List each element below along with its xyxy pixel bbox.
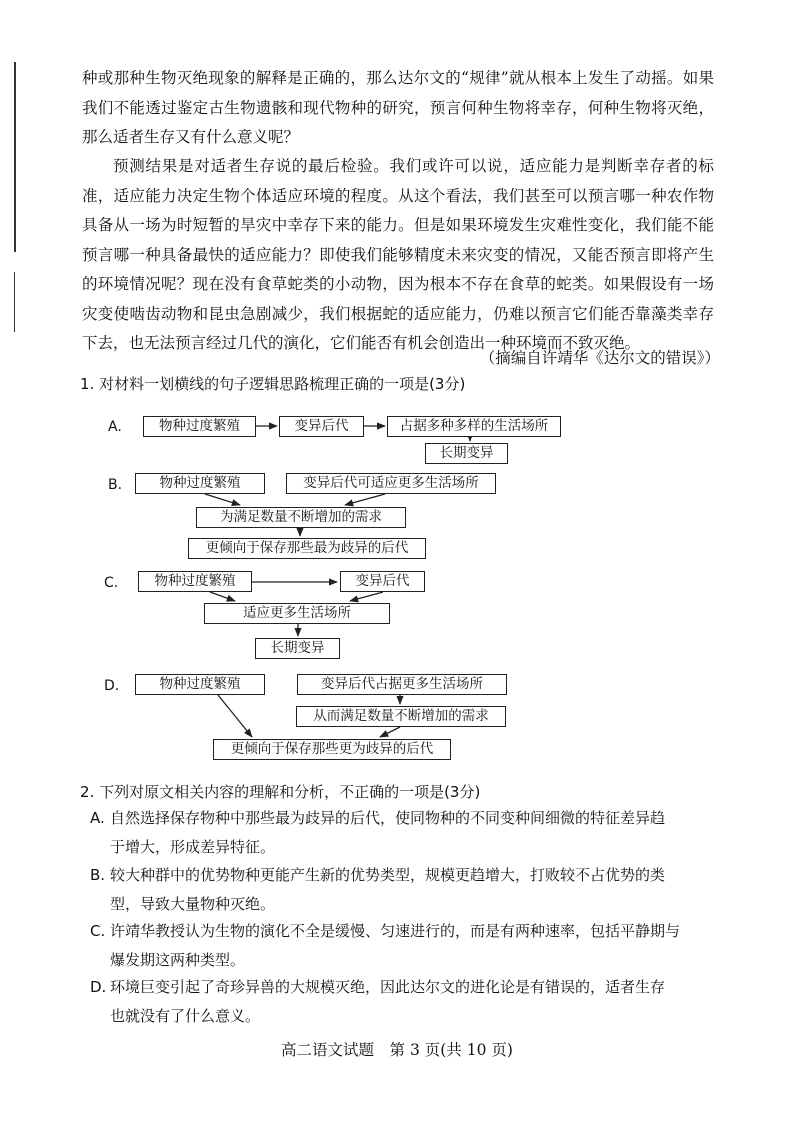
passage-source: （摘编自许靖华《达尔文的错误》） xyxy=(479,349,720,367)
q2-option-a xyxy=(90,804,716,862)
passage-paragraph-2: 预测结果是对适者生存说的最后检验。我们或许可以说，适应能力是判断幸存者的标准，适应能力决定生物个体适应环境的程度。从这个看法，我们甚至可以预言哪一种农作物具备从一场为时短暂的旱灾中幸存下来的能力。但是如果环境发生灾难性变化，我们能不能预言哪一种具备最快的适应能力？即使我们能够精度未来灾变的情况，又能否预言即将产生的环境情况呢？现在没有食草蛇类的小动物，因为根本不存在食草的蛇类。如果假设有一场灾变使啮齿动物和昆虫急剧减少，我们根据蛇的适应能力，仍难以预言它们能否靠藻类幸存下去，也无法预言经过几代的演化，它们能否有机会创造出一种环境而不致灭绝。 xyxy=(82,157,714,352)
q2-option-c xyxy=(90,917,716,975)
page-footer: 高二语文试题 第 3 页(共 10 页) xyxy=(281,1041,513,1059)
q1-a-box-variant-offspring: 变异后代 xyxy=(279,416,364,437)
q1-a-box-occupy-habitats: 占据多种多样的生活场所 xyxy=(387,416,561,437)
q2-option-b-line1: 较大种群中的优势物种更能产生新的优势类型，规模更趋增大，打败较不占优势的类 xyxy=(110,866,666,884)
q1-c-box-long-term-variation: 长期变异 xyxy=(255,638,340,659)
arrow-c-3 xyxy=(350,592,383,601)
q2-option-c-label: C. xyxy=(90,922,106,940)
q1-c-box-adapt-habitats: 适应更多生活场所 xyxy=(204,603,390,624)
passage-paragraph-1: 种或那种生物灭绝现象的解释是正确的，那么达尔文的“规律”就从根本上发生了动摇。如果我们不能透过鉴定古生物遗骸和现代物种的研究，预言何种生物将幸存，何种生物将灭绝，那么适者生存又有什么意义呢？ xyxy=(82,69,714,146)
q1-a-box-long-term-variation: 长期变异 xyxy=(425,443,508,464)
arrow-d-2 xyxy=(380,727,400,737)
q1-option-c-label: C. xyxy=(104,575,119,591)
q1-b-box-preserve-divergent: 更倾向于保存那些最为歧异的后代 xyxy=(188,538,426,559)
q2-option-a-label: A. xyxy=(90,809,105,827)
arrow-c-2 xyxy=(210,592,235,601)
q1-b-box-overbreeding: 物种过度繁殖 xyxy=(135,473,265,494)
q2-option-c-line1: 许靖华教授认为生物的演化不全是缓慢、匀速进行的，而是有两种速率，包括平静期与 xyxy=(110,922,681,940)
q1-b-box-variant-adapt: 变异后代可适应更多生活场所 xyxy=(286,473,496,494)
q2-option-d-label: D. xyxy=(90,978,107,996)
q2-option-d-line1: 环境巨变引起了奇珍异兽的大规模灭绝，因此达尔文的进化论是有错误的，适者生存 xyxy=(110,978,666,996)
q1-d-box-variant-occupy: 变异后代占据更多生活场所 xyxy=(297,674,507,695)
q2-option-d-line2: 也就没有了什么意义。 xyxy=(110,1007,261,1025)
question-1-stem: 1. 对材料一划横线的句子逻辑思路梳理正确的一项是(3分) xyxy=(80,375,466,393)
q2-option-b-line2: 型，导致大量物种灭绝。 xyxy=(110,895,276,913)
q2-option-c-line2: 爆发期这两种类型。 xyxy=(110,951,246,969)
q1-d-box-meet-demand: 从而满足数量不断增加的需求 xyxy=(296,706,506,727)
q2-option-b xyxy=(90,861,716,919)
arrow-b-2 xyxy=(345,494,385,505)
q1-d-box-preserve-divergent: 更倾向于保存那些更为歧异的后代 xyxy=(213,739,451,760)
q1-c-box-variant-offspring: 变异后代 xyxy=(340,571,425,592)
q2-option-a-line1: 自然选择保存物种中那些最为歧异的后代，使同物种的不同变种间细微的特征差异趋 xyxy=(110,809,666,827)
q2-option-b-label: B. xyxy=(90,866,106,884)
q1-c-box-overbreeding: 物种过度繁殖 xyxy=(138,571,252,592)
q2-option-d xyxy=(90,973,716,1031)
q1-d-box-overbreeding: 物种过度繁殖 xyxy=(135,674,265,695)
question-2-stem: 2. 下列对原文相关内容的理解和分析，不正确的一项是(3分) xyxy=(80,783,481,801)
q1-a-box-overbreeding: 物种过度繁殖 xyxy=(143,416,256,437)
q1-option-d-label: D. xyxy=(104,678,120,694)
q1-b-box-meet-demand: 为满足数量不断增加的需求 xyxy=(196,507,406,528)
arrow-b-1 xyxy=(205,494,240,505)
arrow-d-3 xyxy=(218,695,252,737)
q2-option-a-line2: 于增大，形成差异特征。 xyxy=(110,838,276,856)
q1-option-a-label: A. xyxy=(108,419,122,435)
q1-option-b-label: B. xyxy=(108,477,123,493)
